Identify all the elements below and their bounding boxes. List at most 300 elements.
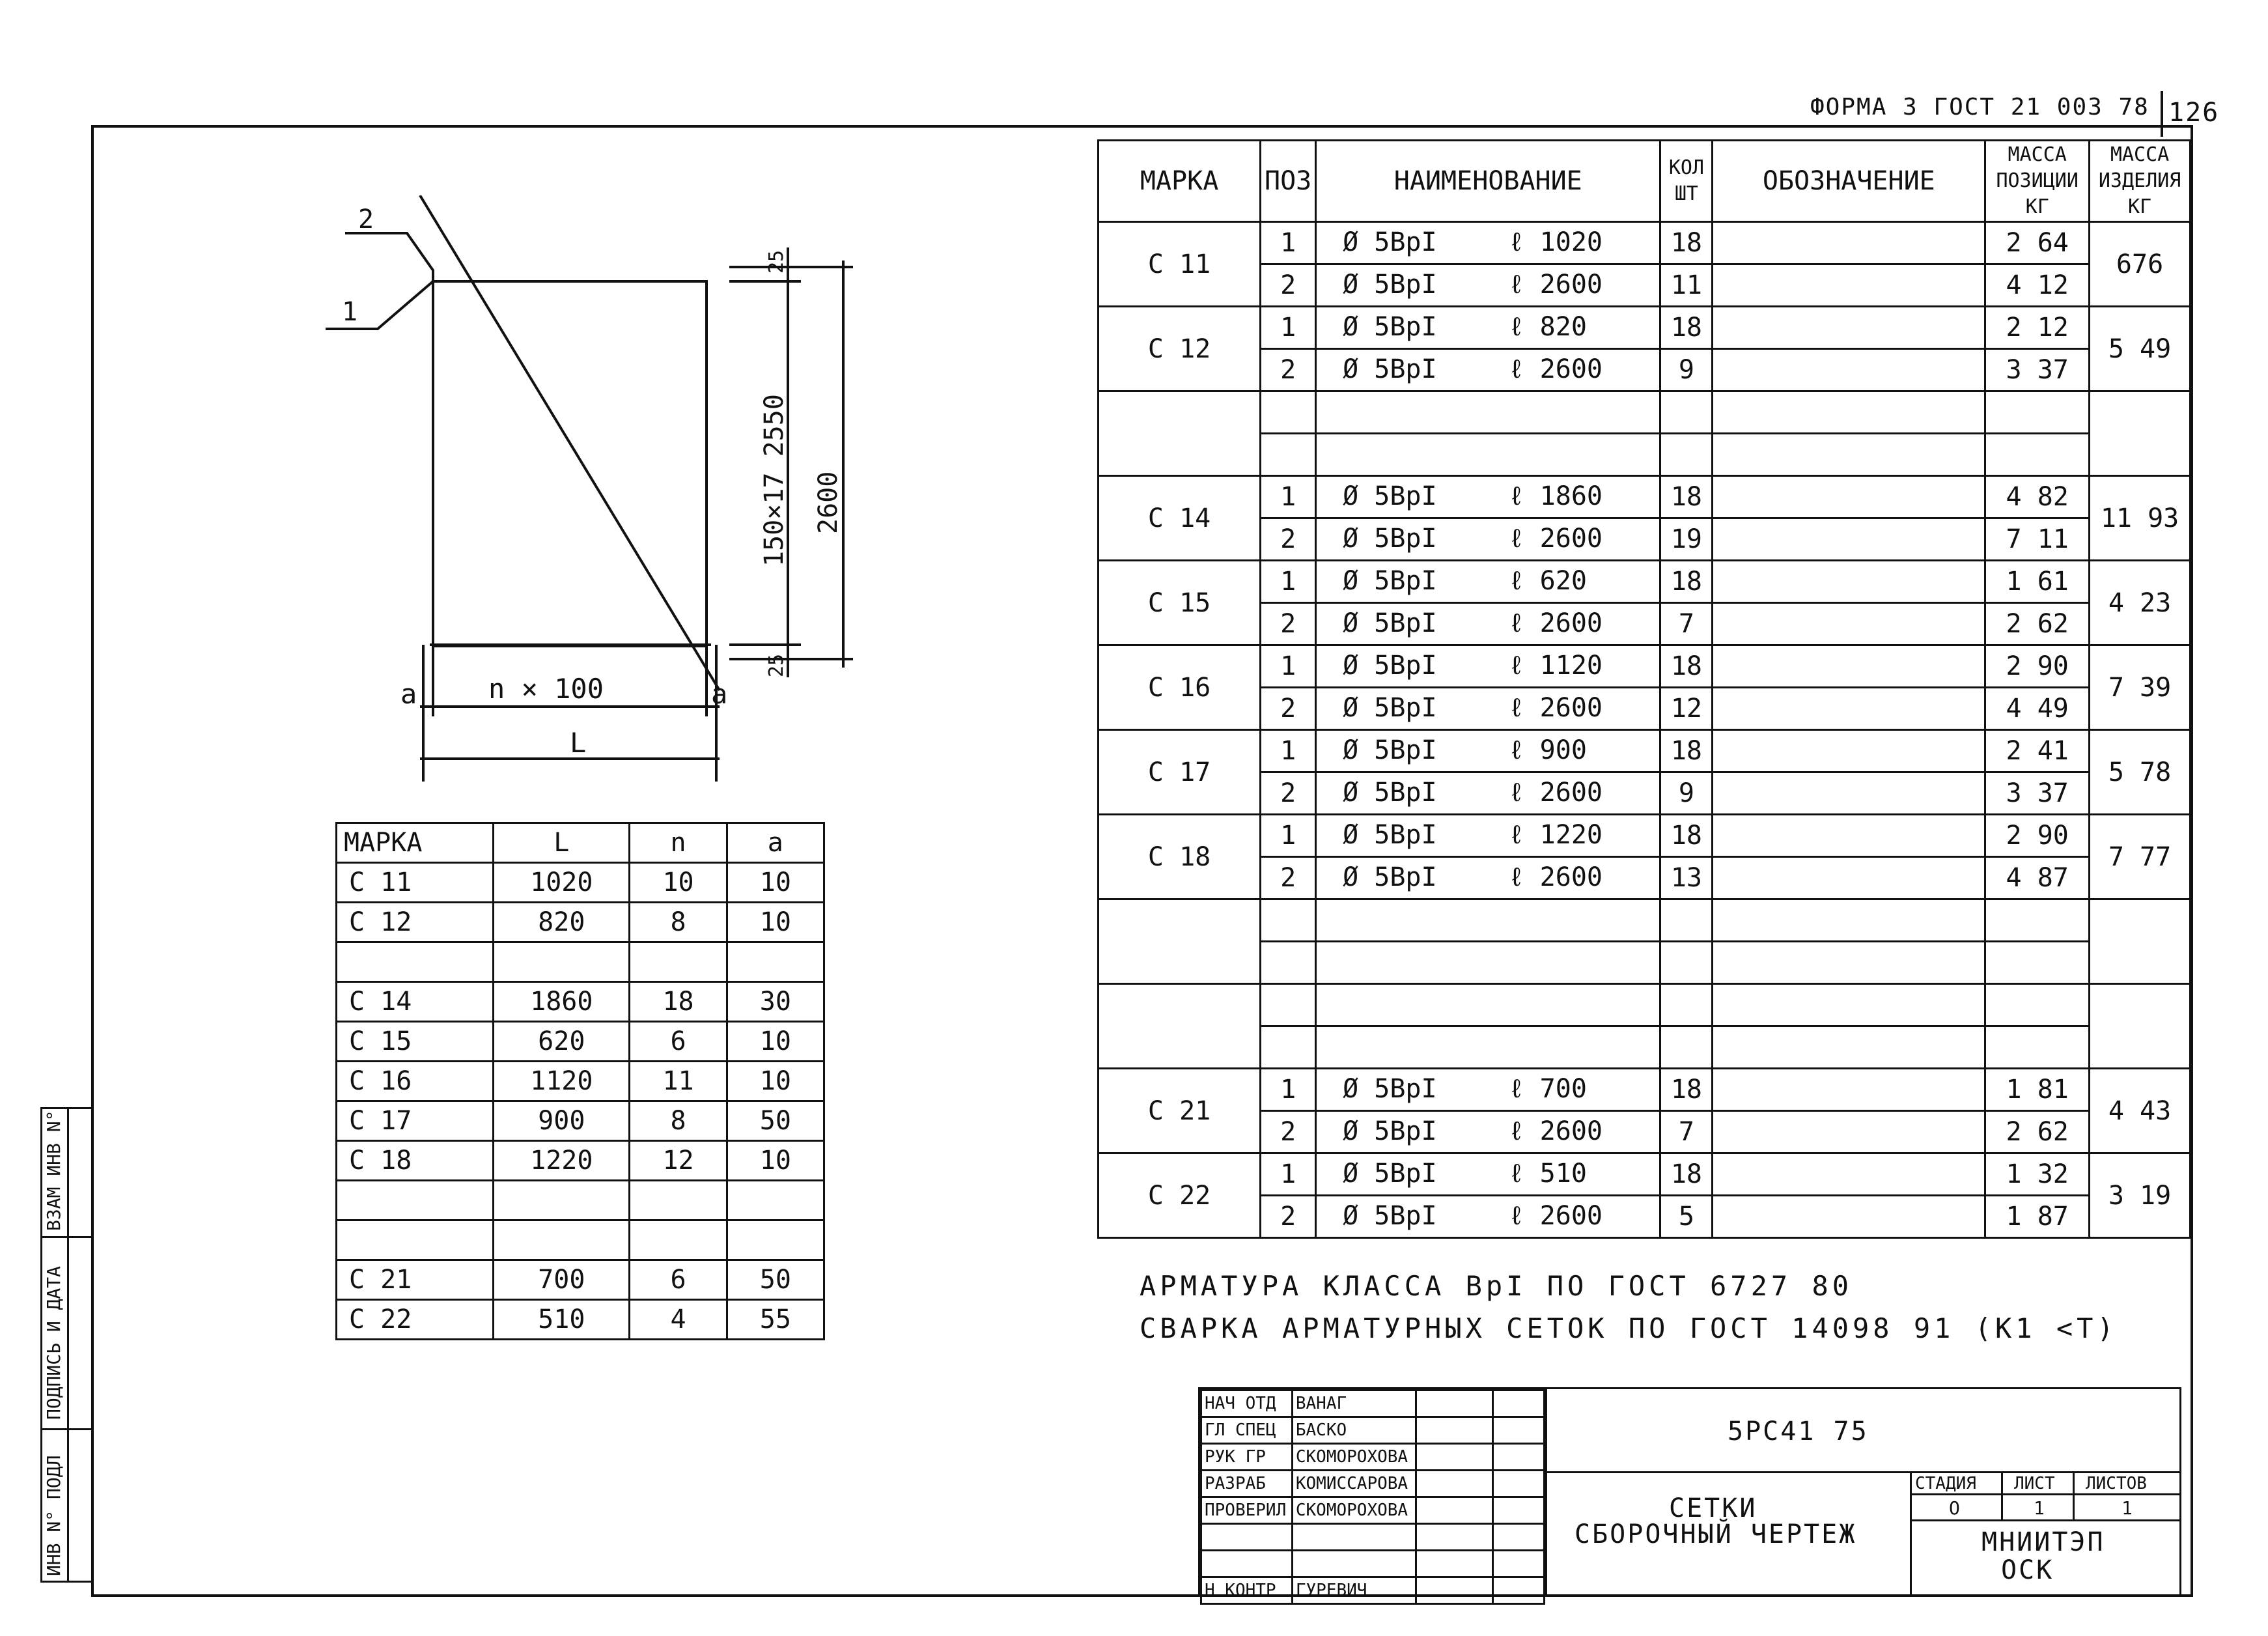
length-text: ℓ 900	[1508, 735, 1587, 765]
role-cell: ПРОВЕРИЛ	[1201, 1497, 1293, 1524]
name-cell	[1316, 772, 1660, 815]
mark-table-cell: 510	[494, 1300, 630, 1340]
spec-table	[1097, 139, 2191, 1239]
pos-cell: 2	[1261, 772, 1316, 815]
designation-cell	[1713, 264, 1985, 307]
signature-row	[1201, 1444, 1545, 1471]
pos-cell: 2	[1261, 349, 1316, 391]
diameter-text: Ø 5ВрI	[1343, 523, 1437, 554]
table-row	[1099, 899, 2191, 942]
mark-table-cell: 10	[630, 863, 727, 903]
mark-table-cell: С 17	[337, 1101, 494, 1141]
table-row	[337, 1141, 824, 1181]
surname-cell: СКОМОРОХОВА	[1292, 1444, 1416, 1471]
signature-cell	[1416, 1524, 1492, 1551]
designation-cell	[1713, 603, 1985, 645]
mark-table-cell	[494, 1220, 630, 1260]
designation-cell	[1713, 899, 1985, 942]
mark-cell: С 17	[1099, 730, 1261, 815]
table-row	[1099, 476, 2191, 518]
mass-item-cell: 7 77	[2090, 815, 2191, 899]
surname-cell	[1292, 1551, 1416, 1577]
date-cell	[1493, 1417, 1545, 1444]
mass-pos-cell: 3 37	[1985, 349, 2090, 391]
name-cell	[1316, 1069, 1660, 1111]
leader-1-label: 1	[342, 297, 358, 327]
table-row	[337, 942, 824, 982]
mark-table-cell: С 11	[337, 863, 494, 903]
mass-pos-cell: 1 32	[1985, 1153, 2090, 1196]
name-cell	[1316, 264, 1660, 307]
dim-a-right: a	[711, 678, 728, 710]
role-cell: РАЗРАБ	[1201, 1471, 1293, 1497]
qty-cell	[1660, 434, 1713, 476]
stage-value: О	[1949, 1497, 1960, 1519]
name-cell	[1316, 307, 1660, 349]
name-cell	[1316, 222, 1660, 264]
table-row	[1099, 391, 2191, 434]
signature-cell	[1416, 1417, 1492, 1444]
mark-cell	[1099, 391, 1261, 476]
table-row	[337, 1220, 824, 1260]
mark-cell: С 12	[1099, 307, 1261, 391]
designation-cell	[1713, 1111, 1985, 1153]
length-text: ℓ 1120	[1508, 650, 1603, 681]
mass-pos-cell: 2 90	[1985, 815, 2090, 857]
surname-cell: ВАНАГ	[1292, 1390, 1416, 1417]
diameter-text: Ø 5ВрI	[1343, 692, 1437, 723]
length-text: ℓ 2600	[1508, 269, 1603, 300]
pos-cell	[1261, 899, 1316, 942]
role-cell	[1201, 1524, 1293, 1551]
designation-cell	[1713, 815, 1985, 857]
mark-table-cell: 10	[727, 1062, 824, 1101]
qty-cell: 18	[1660, 222, 1713, 264]
title-block	[1198, 1387, 2181, 1600]
col-mass-pos: МАССА ПОЗИЦИИ КГ	[1985, 141, 2090, 222]
length-text: ℓ 2600	[1508, 777, 1603, 808]
signature-cell	[1416, 1577, 1492, 1604]
surname-cell: БАСКО	[1292, 1417, 1416, 1444]
designation-cell	[1713, 476, 1985, 518]
pos-cell: 1	[1261, 730, 1316, 772]
mass-pos-cell: 2 90	[1985, 645, 2090, 688]
signature-cell	[1416, 1390, 1492, 1417]
mass-pos-cell: 4 82	[1985, 476, 2090, 518]
diameter-text: Ø 5ВрI	[1343, 1200, 1437, 1231]
length-text: ℓ 1860	[1508, 481, 1603, 511]
mark-table-cell: 50	[727, 1101, 824, 1141]
length-text: ℓ 2600	[1508, 692, 1603, 723]
diameter-text: Ø 5ВрI	[1343, 269, 1437, 300]
mass-item-cell: 5 49	[2090, 307, 2191, 391]
pos-cell: 2	[1261, 1196, 1316, 1238]
signature-row	[1201, 1524, 1545, 1551]
name-cell	[1316, 349, 1660, 391]
signature-row	[1201, 1497, 1545, 1524]
table-row	[337, 1300, 824, 1340]
mark-table-cell: 10	[727, 1022, 824, 1062]
date-cell	[1493, 1444, 1545, 1471]
pos-cell	[1261, 984, 1316, 1026]
pos-cell: 1	[1261, 476, 1316, 518]
mass-item-cell	[2090, 391, 2191, 476]
note-welding: СВАРКА АРМАТУРНЫХ СЕТОК ПО ГОСТ 14098 91 (К1 <Т)	[1140, 1312, 2118, 1344]
qty-cell: 12	[1660, 688, 1713, 730]
col-designation: ОБОЗНАЧЕНИЕ	[1713, 141, 1985, 222]
date-cell	[1493, 1524, 1545, 1551]
mark-table-cell: 55	[727, 1300, 824, 1340]
mass-pos-cell	[1985, 942, 2090, 984]
mark-table-cell: С 18	[337, 1141, 494, 1181]
mass-item-cell: 4 23	[2090, 561, 2191, 645]
mark-table	[335, 822, 825, 1340]
diameter-text: Ø 5ВрI	[1343, 777, 1437, 808]
mass-pos-cell: 1 61	[1985, 561, 2090, 603]
mark-table-cell: 900	[494, 1101, 630, 1141]
role-cell	[1201, 1551, 1293, 1577]
pos-cell: 2	[1261, 518, 1316, 561]
designation-cell	[1713, 688, 1985, 730]
pos-cell: 1	[1261, 645, 1316, 688]
diameter-text: Ø 5ВрI	[1343, 227, 1437, 257]
designation-cell	[1713, 730, 1985, 772]
table-row	[337, 982, 824, 1022]
diameter-text: Ø 5ВрI	[1343, 862, 1437, 892]
mark-table-cell: 30	[727, 982, 824, 1022]
mark-table-cell: 820	[494, 903, 630, 942]
dim-top-label: 25	[765, 249, 788, 274]
length-text: ℓ 820	[1508, 311, 1587, 342]
mass-pos-cell: 1 81	[1985, 1069, 2090, 1111]
date-cell	[1493, 1497, 1545, 1524]
mark-table-cell: С 21	[337, 1260, 494, 1300]
org-dept: ОСК	[2001, 1555, 2054, 1585]
date-cell	[1493, 1577, 1545, 1604]
pos-cell	[1261, 391, 1316, 434]
mass-pos-cell	[1985, 434, 2090, 476]
mark-table-cell: 8	[630, 1101, 727, 1141]
dim-inner-label: 150×17 2550	[759, 394, 789, 567]
signature-row	[1201, 1390, 1545, 1417]
designation-cell	[1713, 434, 1985, 476]
table-row	[1099, 1069, 2191, 1111]
mark-table-cell	[494, 942, 630, 982]
table-row	[337, 903, 824, 942]
mass-item-cell: 5 78	[2090, 730, 2191, 815]
designation-cell	[1713, 1196, 1985, 1238]
date-cell	[1493, 1471, 1545, 1497]
table-row	[1099, 772, 2191, 815]
signature-row	[1201, 1551, 1545, 1577]
mark-table-cell: 1860	[494, 982, 630, 1022]
leader-2-label: 2	[358, 204, 374, 234]
diameter-text: Ø 5ВрI	[1343, 735, 1437, 765]
designation-cell	[1713, 518, 1985, 561]
mass-pos-cell: 2 12	[1985, 307, 2090, 349]
qty-cell: 18	[1660, 645, 1713, 688]
pos-cell: 2	[1261, 603, 1316, 645]
drawing-title-1: СЕТКИ	[1669, 1493, 1757, 1523]
designation-cell	[1713, 307, 1985, 349]
qty-cell: 7	[1660, 603, 1713, 645]
date-cell	[1493, 1551, 1545, 1577]
mark-cell: С 21	[1099, 1069, 1261, 1153]
length-text: ℓ 1220	[1508, 819, 1603, 850]
mark-table-cell	[727, 1181, 824, 1220]
role-cell: ГЛ СПЕЦ	[1201, 1417, 1293, 1444]
role-cell: Н КОНТР	[1201, 1577, 1293, 1604]
pos-cell	[1261, 1026, 1316, 1069]
mark-table-cell: 700	[494, 1260, 630, 1300]
dim-total-label: 2600	[813, 471, 843, 534]
role-cell: РУК ГР	[1201, 1444, 1293, 1471]
mass-pos-cell: 2 64	[1985, 222, 2090, 264]
designation-cell	[1713, 222, 1985, 264]
mark-table-header: a	[727, 823, 824, 863]
mark-table-header: МАРКА	[337, 823, 494, 863]
pos-cell	[1261, 434, 1316, 476]
mark-table-cell: 1220	[494, 1141, 630, 1181]
pos-cell: 2	[1261, 688, 1316, 730]
mesh-drawing	[313, 195, 899, 782]
qty-cell: 18	[1660, 730, 1713, 772]
role-cell: НАЧ ОТД	[1201, 1390, 1293, 1417]
signature-cell	[1416, 1471, 1492, 1497]
signature-row	[1201, 1417, 1545, 1444]
qty-cell: 18	[1660, 1069, 1713, 1111]
mark-cell: С 22	[1099, 1153, 1261, 1238]
name-cell	[1316, 645, 1660, 688]
mass-pos-cell: 3 37	[1985, 772, 2090, 815]
table-row	[337, 1022, 824, 1062]
sheets-label: ЛИСТОВ	[2086, 1474, 2147, 1493]
diameter-text: Ø 5ВрI	[1343, 481, 1437, 511]
table-row	[337, 1181, 824, 1220]
designation-cell	[1713, 772, 1985, 815]
table-row	[1099, 434, 2191, 476]
mass-pos-cell: 4 12	[1985, 264, 2090, 307]
table-row	[1099, 1026, 2191, 1069]
mark-table-cell	[337, 942, 494, 982]
length-text: ℓ 700	[1508, 1073, 1587, 1104]
qty-cell	[1660, 942, 1713, 984]
qty-cell: 9	[1660, 772, 1713, 815]
qty-cell: 5	[1660, 1196, 1713, 1238]
mass-pos-cell: 4 87	[1985, 857, 2090, 899]
qty-cell: 18	[1660, 561, 1713, 603]
form-header: ФОРМА 3 ГОСТ 21 003 78	[1810, 94, 2149, 120]
table-row	[1099, 307, 2191, 349]
surname-cell	[1292, 1524, 1416, 1551]
table-row	[337, 863, 824, 903]
signature-cell	[1416, 1444, 1492, 1471]
name-cell	[1316, 1153, 1660, 1196]
signature-cell	[1416, 1551, 1492, 1577]
qty-cell: 7	[1660, 1111, 1713, 1153]
col-pos: ПОЗ	[1261, 141, 1316, 222]
mark-cell: С 14	[1099, 476, 1261, 561]
col-name: НАИМЕНОВАНИЕ	[1316, 141, 1660, 222]
mark-table-cell: 6	[630, 1022, 727, 1062]
name-cell	[1316, 899, 1660, 942]
mark-table-cell: 6	[630, 1260, 727, 1300]
table-row	[1099, 857, 2191, 899]
length-text: ℓ 2600	[1508, 1200, 1603, 1231]
mark-cell	[1099, 899, 1261, 984]
pos-cell: 1	[1261, 1069, 1316, 1111]
mark-table-cell	[630, 1220, 727, 1260]
name-cell	[1316, 434, 1660, 476]
designation-cell	[1713, 1069, 1985, 1111]
table-row	[1099, 264, 2191, 307]
length-text: ℓ 1020	[1508, 227, 1603, 257]
org-name: МНИИТЭП	[1981, 1527, 2105, 1557]
mark-table-cell	[727, 942, 824, 982]
mass-item-cell: 3 19	[2090, 1153, 2191, 1238]
surname-cell: СКОМОРОХОВА	[1292, 1497, 1416, 1524]
table-row	[1099, 518, 2191, 561]
designation-cell	[1713, 942, 1985, 984]
mark-table-cell: 10	[727, 863, 824, 903]
mark-table-cell: С 12	[337, 903, 494, 942]
designation-cell	[1713, 1026, 1985, 1069]
designation-cell	[1713, 645, 1985, 688]
qty-cell: 9	[1660, 349, 1713, 391]
length-text: ℓ 2600	[1508, 862, 1603, 892]
mark-table-cell: 10	[727, 1141, 824, 1181]
drawing-title-2: СБОРОЧНЫЙ ЧЕРТЕЖ	[1575, 1519, 1857, 1549]
mass-pos-cell	[1985, 899, 2090, 942]
mass-pos-cell	[1985, 984, 2090, 1026]
mark-table-cell: 4	[630, 1300, 727, 1340]
qty-cell: 18	[1660, 307, 1713, 349]
mark-table-cell: 10	[727, 903, 824, 942]
length-text: ℓ 2600	[1508, 354, 1603, 384]
mark-cell: С 11	[1099, 222, 1261, 307]
stage-label: СТАДИЯ	[1915, 1474, 1976, 1493]
length-text: ℓ 2600	[1508, 523, 1603, 554]
mark-table-cell: 50	[727, 1260, 824, 1300]
mass-pos-cell: 4 49	[1985, 688, 2090, 730]
mass-pos-cell: 1 87	[1985, 1196, 2090, 1238]
pos-cell: 1	[1261, 561, 1316, 603]
pos-cell: 1	[1261, 222, 1316, 264]
mass-item-cell: 4 43	[2090, 1069, 2191, 1153]
mass-pos-cell	[1985, 391, 2090, 434]
table-row	[1099, 561, 2191, 603]
mesh-outline	[433, 281, 707, 646]
table-row	[1099, 645, 2191, 688]
mark-table-cell: 1020	[494, 863, 630, 903]
mass-item-cell: 7 39	[2090, 645, 2191, 730]
name-cell	[1316, 857, 1660, 899]
pos-cell: 2	[1261, 857, 1316, 899]
table-row	[1099, 984, 2191, 1026]
mass-pos-cell: 2 62	[1985, 1111, 2090, 1153]
pos-cell: 2	[1261, 264, 1316, 307]
diameter-text: Ø 5ВрI	[1343, 1073, 1437, 1104]
designation-cell	[1713, 857, 1985, 899]
table-row	[1099, 815, 2191, 857]
name-cell	[1316, 476, 1660, 518]
table-row	[337, 1101, 824, 1141]
mark-table-cell: 18	[630, 982, 727, 1022]
mark-table-cell: 12	[630, 1141, 727, 1181]
diameter-text: Ø 5ВрI	[1343, 819, 1437, 850]
date-cell	[1493, 1390, 1545, 1417]
qty-cell	[1660, 391, 1713, 434]
sheet-label: ЛИСТ	[2014, 1474, 2055, 1493]
mass-pos-cell: 7 11	[1985, 518, 2090, 561]
name-cell	[1316, 1196, 1660, 1238]
name-cell	[1316, 688, 1660, 730]
name-cell	[1316, 518, 1660, 561]
col-qty: КОЛ ШТ	[1660, 141, 1713, 222]
mark-table-cell: 8	[630, 903, 727, 942]
mark-table-cell	[630, 1181, 727, 1220]
mass-item-cell: 11 93	[2090, 476, 2191, 561]
mark-table-cell	[337, 1181, 494, 1220]
mark-table-header: n	[630, 823, 727, 863]
mark-table-cell: С 14	[337, 982, 494, 1022]
qty-cell	[1660, 984, 1713, 1026]
pos-cell: 1	[1261, 307, 1316, 349]
inv-label: ИНВ N° ПОДЛ	[43, 1455, 64, 1576]
replace-inv-label: ВЗАМ ИНВ N°	[43, 1110, 64, 1231]
table-row	[1099, 1196, 2191, 1238]
qty-cell	[1660, 1026, 1713, 1069]
mass-pos-cell: 2 41	[1985, 730, 2090, 772]
name-cell	[1316, 391, 1660, 434]
diameter-text: Ø 5ВрI	[1343, 1158, 1437, 1189]
name-cell	[1316, 942, 1660, 984]
signature-table	[1200, 1389, 1545, 1605]
col-mass-item: МАССА ИЗДЕЛИЯ КГ	[2090, 141, 2191, 222]
mass-item-cell	[2090, 899, 2191, 984]
mass-pos-cell: 2 62	[1985, 603, 2090, 645]
signature-row	[1201, 1471, 1545, 1497]
mark-table-cell	[337, 1220, 494, 1260]
mark-table-cell: С 16	[337, 1062, 494, 1101]
length-text: ℓ 2600	[1508, 608, 1603, 638]
surname-cell: ГУРЕВИЧ	[1292, 1577, 1416, 1604]
diameter-text: Ø 5ВрI	[1343, 650, 1437, 681]
mark-table-cell: С 15	[337, 1022, 494, 1062]
dim-L-label: L	[570, 727, 587, 759]
diameter-text: Ø 5ВрI	[1343, 1116, 1437, 1146]
designation-cell	[1713, 984, 1985, 1026]
table-row	[1099, 603, 2191, 645]
designation-cell	[1713, 349, 1985, 391]
qty-cell: 18	[1660, 476, 1713, 518]
length-text: ℓ 620	[1508, 565, 1587, 596]
mark-table-cell: 1120	[494, 1062, 630, 1101]
name-cell	[1316, 1026, 1660, 1069]
leader-2-line	[345, 233, 433, 281]
mark-cell: С 18	[1099, 815, 1261, 899]
length-text: ℓ 2600	[1508, 1116, 1603, 1146]
mass-item-cell	[2090, 984, 2191, 1069]
name-cell	[1316, 603, 1660, 645]
qty-cell	[1660, 899, 1713, 942]
dim-bottom-label: 25	[765, 653, 788, 677]
qty-cell: 19	[1660, 518, 1713, 561]
sheet-value: 1	[2034, 1497, 2045, 1519]
name-cell	[1316, 1111, 1660, 1153]
table-row	[1099, 730, 2191, 772]
mass-item-cell: 676	[2090, 222, 2191, 307]
